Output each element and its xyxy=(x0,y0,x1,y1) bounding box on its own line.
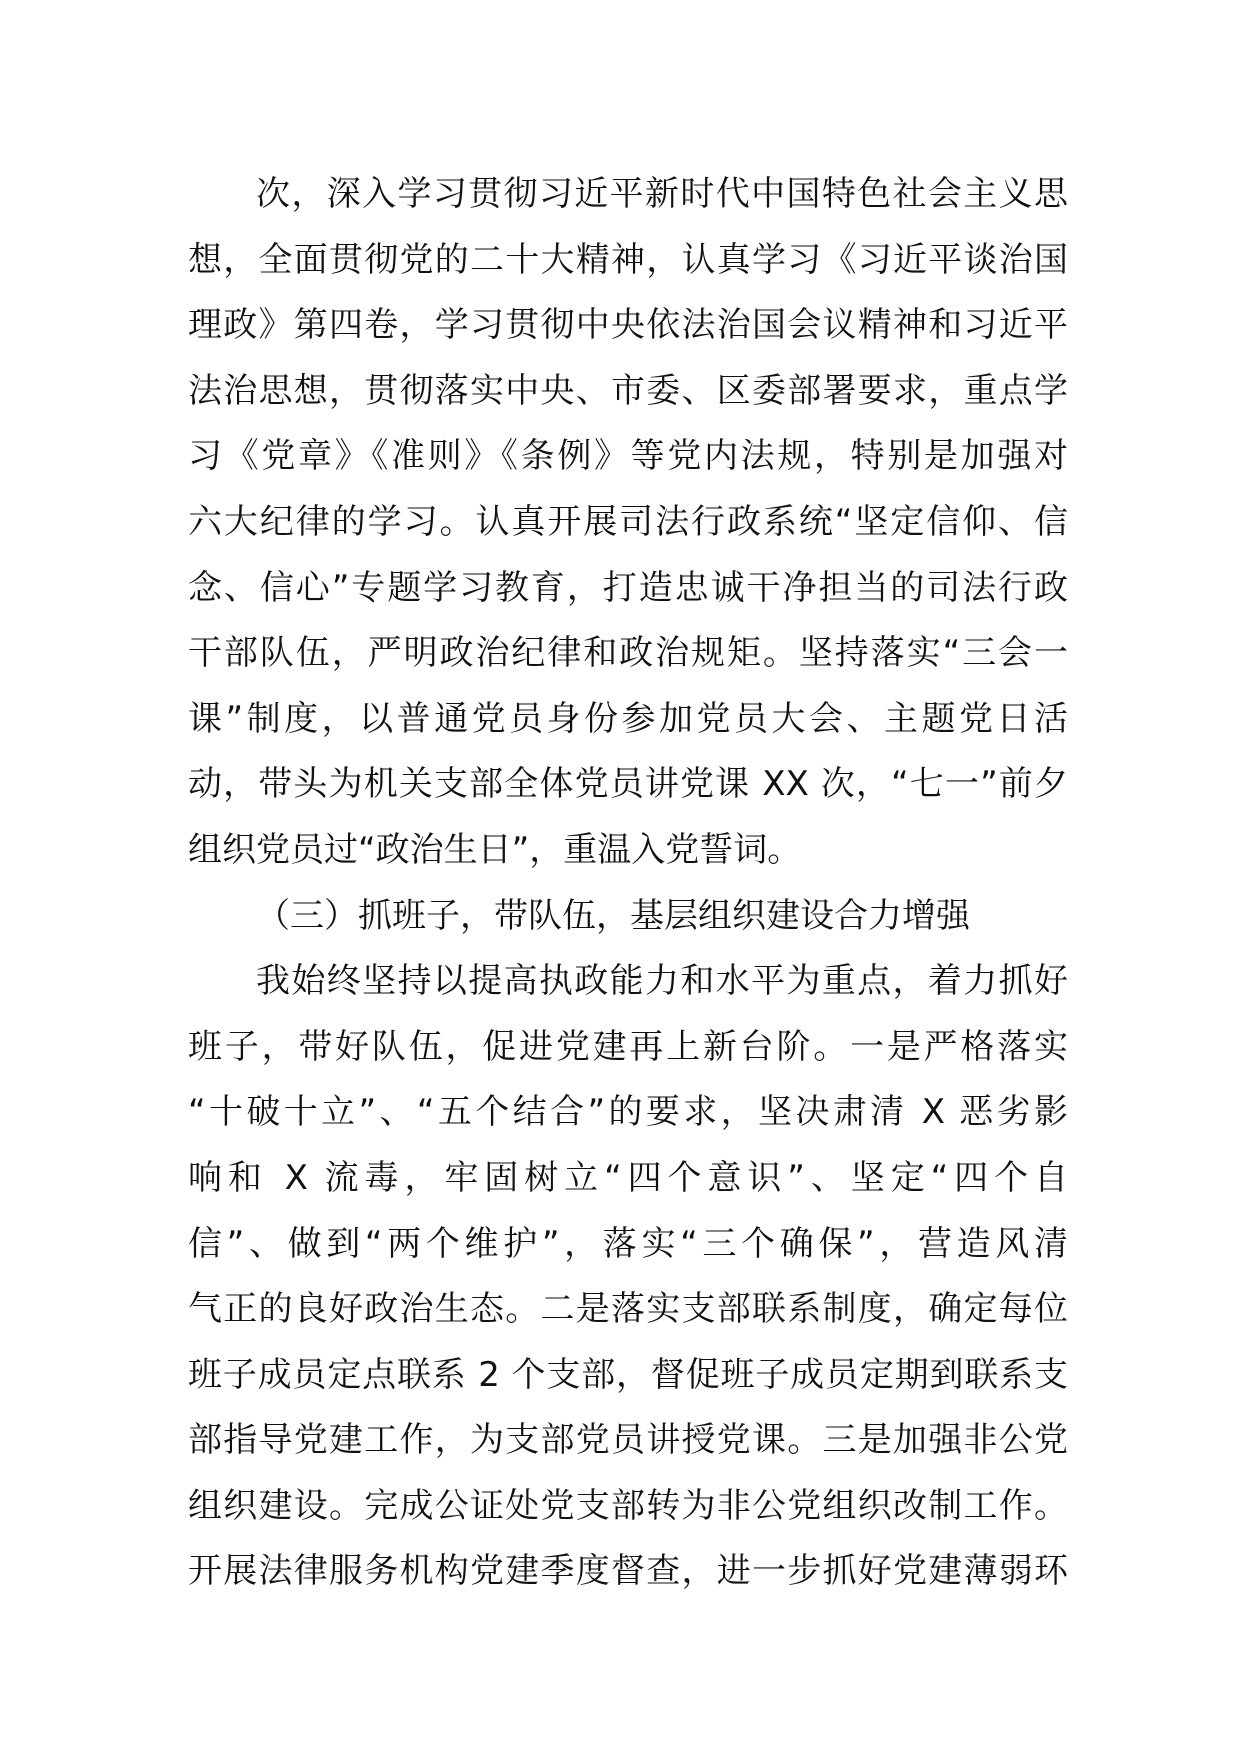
paragraph-line: 部指导党建工作，为支部党员讲授党课。三是加强非公党 xyxy=(188,1420,1068,1461)
paragraph-line: “十破十立”、“五个结合”的要求，坚决肃清 X 恶劣影 xyxy=(188,1092,1068,1133)
paragraph-line: 组织党员过“政治生日”，重温入党誓词。 xyxy=(188,829,802,870)
paragraph-line: 干部队伍，严明政治纪律和政治规矩。坚持落实“三会一 xyxy=(188,633,1068,674)
paragraph-line: 信”、做到“两个维护”，落实“三个确保”，营造风清 xyxy=(188,1223,1068,1264)
paragraph-line: 气正的良好政治生态。二是落实支部联系制度，确定每位 xyxy=(188,1289,1068,1330)
paragraph-line: 我始终坚持以提高执政能力和水平为重点，着力抓好 xyxy=(256,961,1068,1002)
paragraph-line: 次，深入学习贯彻习近平新时代中国特色社会主义思 xyxy=(256,174,1068,214)
paragraph-line: 班子，带好队伍，促进党建再上新台阶。一是严格落实 xyxy=(188,1026,1068,1067)
paragraph-line: 班子成员定点联系 2 个支部，督促班子成员定期到联系支 xyxy=(188,1354,1068,1395)
paragraph-line: 念、信心”专题学习教育，打造忠诚干净担当的司法行政 xyxy=(188,567,1068,608)
paragraph-line: 习《党章》《准则》《条例》等党内法规，特别是加强对 xyxy=(188,436,1068,477)
paragraph-line: 动，带头为机关支部全体党员讲党课 XX 次，“七一”前夕 xyxy=(188,764,1068,805)
paragraph-line: 开展法律服务机构党建季度督查，进一步抓好党建薄弱环 xyxy=(188,1551,1068,1592)
paragraph-line: 组织建设。完成公证处党支部转为非公党组织改制工作。 xyxy=(188,1485,1068,1526)
paragraph-line: 法治思想，贯彻落实中央、市委、区委部署要求，重点学 xyxy=(188,370,1068,411)
paragraph-line: 课”制度，以普通党员身份参加党员大会、主题党日活 xyxy=(188,698,1068,739)
paragraph-line: 理政》第四卷，学习贯彻中央依法治国会议精神和习近平 xyxy=(188,305,1068,346)
section-heading: （三）抓班子，带队伍，基层组织建设合力增强 xyxy=(256,895,970,936)
paragraph-line: 想，全面贯彻党的二十大精神，认真学习《习近平谈治国 xyxy=(188,239,1068,280)
paragraph-line: 响和 X 流毒，牢固树立“四个意识”、坚定“四个自 xyxy=(188,1157,1068,1198)
paragraph-line: 六大纪律的学习。认真开展司法行政系统“坚定信仰、信 xyxy=(188,501,1068,542)
body-text xyxy=(188,162,1068,1605)
